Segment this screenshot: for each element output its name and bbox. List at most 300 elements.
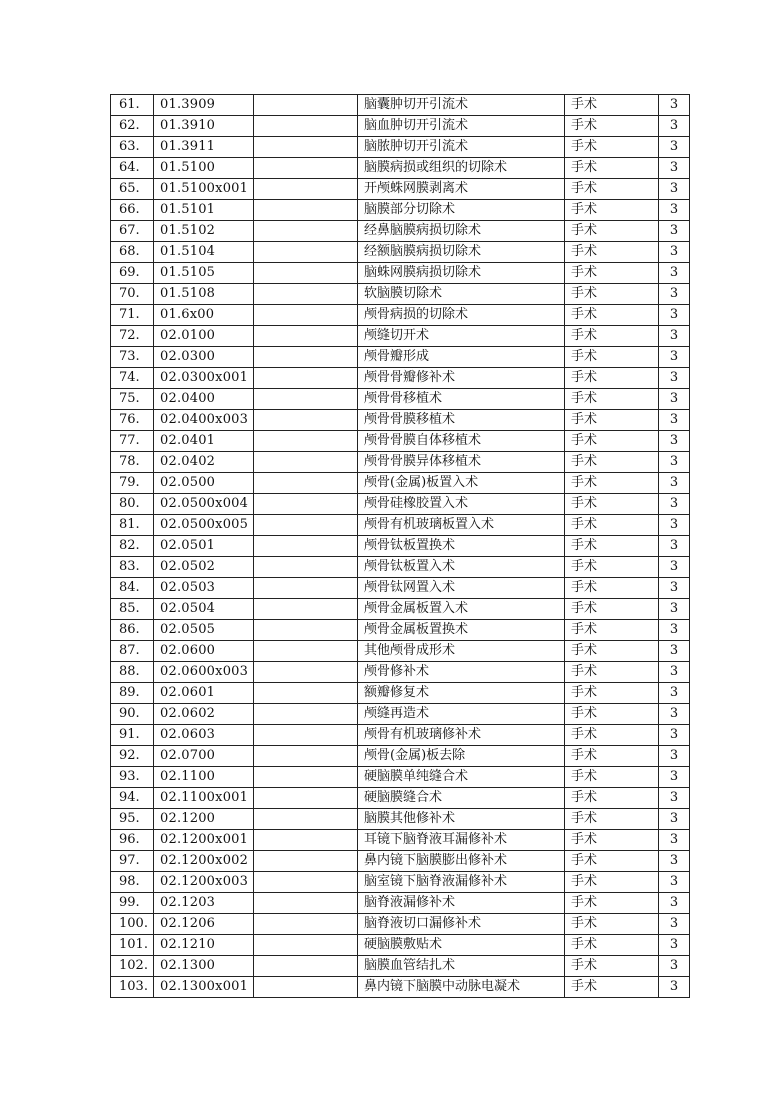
table-row bbox=[111, 179, 690, 200]
procedure-name-cell: 脑脊液漏修补术 bbox=[358, 893, 565, 914]
row-number-cell: 64. bbox=[111, 158, 154, 179]
level-cell: 3 bbox=[659, 242, 690, 263]
table-row bbox=[111, 368, 690, 389]
category-cell: 手术 bbox=[565, 662, 659, 683]
table-row bbox=[111, 599, 690, 620]
procedure-name-cell: 颅骨(金属)板去除 bbox=[358, 746, 565, 767]
procedure-name-cell: 脑膜血管结扎术 bbox=[358, 956, 565, 977]
level-cell: 3 bbox=[659, 641, 690, 662]
procedure-code-cell: 01.5105 bbox=[154, 263, 254, 284]
level-cell: 3 bbox=[659, 389, 690, 410]
level-cell: 3 bbox=[659, 977, 690, 998]
category-cell: 手术 bbox=[565, 200, 659, 221]
procedure-code-cell: 02.1300x001 bbox=[154, 977, 254, 998]
blank-cell bbox=[254, 788, 358, 809]
procedure-code-cell: 02.1100 bbox=[154, 767, 254, 788]
table-row bbox=[111, 200, 690, 221]
level-cell: 3 bbox=[659, 200, 690, 221]
blank-cell bbox=[254, 914, 358, 935]
category-cell: 手术 bbox=[565, 368, 659, 389]
procedure-name-cell: 鼻内镜下脑膜中动脉电凝术 bbox=[358, 977, 565, 998]
procedure-code-cell: 02.1100x001 bbox=[154, 788, 254, 809]
table-row bbox=[111, 704, 690, 725]
category-cell: 手术 bbox=[565, 725, 659, 746]
procedure-name-cell: 颅骨钛板置换术 bbox=[358, 536, 565, 557]
blank-cell bbox=[254, 410, 358, 431]
row-number-cell: 97. bbox=[111, 851, 154, 872]
category-cell: 手术 bbox=[565, 767, 659, 788]
row-number-cell: 78. bbox=[111, 452, 154, 473]
category-cell: 手术 bbox=[565, 410, 659, 431]
procedure-code-cell: 02.0500 bbox=[154, 473, 254, 494]
procedure-code-cell: 02.0502 bbox=[154, 557, 254, 578]
category-cell: 手术 bbox=[565, 641, 659, 662]
procedure-code-cell: 01.5100x001 bbox=[154, 179, 254, 200]
procedure-name-cell: 脑蛛网膜病损切除术 bbox=[358, 263, 565, 284]
procedure-name-cell: 经鼻脑膜病损切除术 bbox=[358, 221, 565, 242]
blank-cell bbox=[254, 452, 358, 473]
level-cell: 3 bbox=[659, 599, 690, 620]
procedure-name-cell: 颅骨骨膜异体移植术 bbox=[358, 452, 565, 473]
table-row bbox=[111, 95, 690, 116]
level-cell: 3 bbox=[659, 851, 690, 872]
category-cell: 手术 bbox=[565, 620, 659, 641]
level-cell: 3 bbox=[659, 935, 690, 956]
category-cell: 手术 bbox=[565, 536, 659, 557]
table-row bbox=[111, 578, 690, 599]
level-cell: 3 bbox=[659, 746, 690, 767]
category-cell: 手术 bbox=[565, 263, 659, 284]
blank-cell bbox=[254, 956, 358, 977]
table-row bbox=[111, 473, 690, 494]
blank-cell bbox=[254, 116, 358, 137]
procedure-name-cell: 颅骨瓣形成 bbox=[358, 347, 565, 368]
row-number-cell: 62. bbox=[111, 116, 154, 137]
blank-cell bbox=[254, 137, 358, 158]
table-row bbox=[111, 221, 690, 242]
category-cell: 手术 bbox=[565, 704, 659, 725]
procedure-name-cell: 颅骨病损的切除术 bbox=[358, 305, 565, 326]
table-row bbox=[111, 788, 690, 809]
row-number-cell: 79. bbox=[111, 473, 154, 494]
table-row bbox=[111, 830, 690, 851]
procedure-name-cell: 颅缝再造术 bbox=[358, 704, 565, 725]
row-number-cell: 103. bbox=[111, 977, 154, 998]
procedure-name-cell: 软脑膜切除术 bbox=[358, 284, 565, 305]
procedure-name-cell: 鼻内镜下脑膜膨出修补术 bbox=[358, 851, 565, 872]
table-row bbox=[111, 872, 690, 893]
procedure-name-cell: 脑血肿切开引流术 bbox=[358, 116, 565, 137]
row-number-cell: 65. bbox=[111, 179, 154, 200]
category-cell: 手术 bbox=[565, 746, 659, 767]
table-row bbox=[111, 683, 690, 704]
row-number-cell: 86. bbox=[111, 620, 154, 641]
procedure-name-cell: 脑膜部分切除术 bbox=[358, 200, 565, 221]
procedure-name-cell: 脑脊液切口漏修补术 bbox=[358, 914, 565, 935]
level-cell: 3 bbox=[659, 347, 690, 368]
table-row bbox=[111, 305, 690, 326]
procedure-name-cell: 颅骨(金属)板置入术 bbox=[358, 473, 565, 494]
blank-cell bbox=[254, 305, 358, 326]
procedure-code-cell: 02.0100 bbox=[154, 326, 254, 347]
procedure-code-cell: 02.0600 bbox=[154, 641, 254, 662]
level-cell: 3 bbox=[659, 683, 690, 704]
procedure-code-cell: 02.1200 bbox=[154, 809, 254, 830]
level-cell: 3 bbox=[659, 263, 690, 284]
category-cell: 手术 bbox=[565, 809, 659, 830]
procedure-name-cell: 颅骨骨瓣修补术 bbox=[358, 368, 565, 389]
category-cell: 手术 bbox=[565, 893, 659, 914]
procedure-code-cell: 02.0300 bbox=[154, 347, 254, 368]
row-number-cell: 92. bbox=[111, 746, 154, 767]
row-number-cell: 85. bbox=[111, 599, 154, 620]
procedure-name-cell: 颅缝切开术 bbox=[358, 326, 565, 347]
table-row bbox=[111, 389, 690, 410]
procedure-name-cell: 脑囊肿切开引流术 bbox=[358, 95, 565, 116]
level-cell: 3 bbox=[659, 95, 690, 116]
row-number-cell: 73. bbox=[111, 347, 154, 368]
procedure-name-cell: 硬脑膜敷贴术 bbox=[358, 935, 565, 956]
procedure-name-cell: 颅骨骨膜自体移植术 bbox=[358, 431, 565, 452]
row-number-cell: 61. bbox=[111, 95, 154, 116]
category-cell: 手术 bbox=[565, 284, 659, 305]
level-cell: 3 bbox=[659, 158, 690, 179]
category-cell: 手术 bbox=[565, 242, 659, 263]
level-cell: 3 bbox=[659, 788, 690, 809]
blank-cell bbox=[254, 809, 358, 830]
procedure-name-cell: 开颅蛛网膜剥离术 bbox=[358, 179, 565, 200]
table-row bbox=[111, 326, 690, 347]
procedure-code-cell: 01.3911 bbox=[154, 137, 254, 158]
category-cell: 手术 bbox=[565, 956, 659, 977]
procedure-code-cell: 01.5100 bbox=[154, 158, 254, 179]
blank-cell bbox=[254, 221, 358, 242]
row-number-cell: 71. bbox=[111, 305, 154, 326]
blank-cell bbox=[254, 200, 358, 221]
level-cell: 3 bbox=[659, 914, 690, 935]
procedure-code-cell: 02.0500x004 bbox=[154, 494, 254, 515]
procedure-name-cell: 其他颅骨成形术 bbox=[358, 641, 565, 662]
blank-cell bbox=[254, 935, 358, 956]
table-row bbox=[111, 116, 690, 137]
blank-cell bbox=[254, 851, 358, 872]
procedure-code-cell: 02.0603 bbox=[154, 725, 254, 746]
table-row bbox=[111, 494, 690, 515]
blank-cell bbox=[254, 389, 358, 410]
procedure-code-cell: 02.0504 bbox=[154, 599, 254, 620]
category-cell: 手术 bbox=[565, 977, 659, 998]
procedure-name-cell: 脑脓肿切开引流术 bbox=[358, 137, 565, 158]
table-row bbox=[111, 725, 690, 746]
procedure-name-cell: 颅骨金属板置换术 bbox=[358, 620, 565, 641]
category-cell: 手术 bbox=[565, 788, 659, 809]
level-cell: 3 bbox=[659, 830, 690, 851]
level-cell: 3 bbox=[659, 893, 690, 914]
level-cell: 3 bbox=[659, 578, 690, 599]
row-number-cell: 72. bbox=[111, 326, 154, 347]
row-number-cell: 75. bbox=[111, 389, 154, 410]
procedure-code-cell: 02.0602 bbox=[154, 704, 254, 725]
procedure-code-cell: 02.0503 bbox=[154, 578, 254, 599]
blank-cell bbox=[254, 179, 358, 200]
category-cell: 手术 bbox=[565, 95, 659, 116]
blank-cell bbox=[254, 284, 358, 305]
procedure-code-cell: 01.5104 bbox=[154, 242, 254, 263]
row-number-cell: 96. bbox=[111, 830, 154, 851]
procedure-code-cell: 02.1206 bbox=[154, 914, 254, 935]
table-row bbox=[111, 431, 690, 452]
blank-cell bbox=[254, 326, 358, 347]
row-number-cell: 68. bbox=[111, 242, 154, 263]
procedure-name-cell: 颅骨钛网置入术 bbox=[358, 578, 565, 599]
row-number-cell: 82. bbox=[111, 536, 154, 557]
table-row bbox=[111, 557, 690, 578]
row-number-cell: 94. bbox=[111, 788, 154, 809]
procedure-name-cell: 硬脑膜单纯缝合术 bbox=[358, 767, 565, 788]
blank-cell bbox=[254, 641, 358, 662]
blank-cell bbox=[254, 242, 358, 263]
table-row bbox=[111, 977, 690, 998]
row-number-cell: 91. bbox=[111, 725, 154, 746]
table-row bbox=[111, 662, 690, 683]
procedure-name-cell: 颅骨骨膜移植术 bbox=[358, 410, 565, 431]
blank-cell bbox=[254, 578, 358, 599]
category-cell: 手术 bbox=[565, 914, 659, 935]
category-cell: 手术 bbox=[565, 452, 659, 473]
row-number-cell: 101. bbox=[111, 935, 154, 956]
level-cell: 3 bbox=[659, 452, 690, 473]
row-number-cell: 77. bbox=[111, 431, 154, 452]
table-row bbox=[111, 410, 690, 431]
category-cell: 手术 bbox=[565, 473, 659, 494]
level-cell: 3 bbox=[659, 410, 690, 431]
row-number-cell: 99. bbox=[111, 893, 154, 914]
category-cell: 手术 bbox=[565, 494, 659, 515]
blank-cell bbox=[254, 767, 358, 788]
category-cell: 手术 bbox=[565, 431, 659, 452]
level-cell: 3 bbox=[659, 431, 690, 452]
procedure-code-cell: 01.5101 bbox=[154, 200, 254, 221]
category-cell: 手术 bbox=[565, 578, 659, 599]
row-number-cell: 83. bbox=[111, 557, 154, 578]
row-number-cell: 84. bbox=[111, 578, 154, 599]
blank-cell bbox=[254, 977, 358, 998]
table-row bbox=[111, 347, 690, 368]
procedure-code-cell: 02.1300 bbox=[154, 956, 254, 977]
level-cell: 3 bbox=[659, 662, 690, 683]
blank-cell bbox=[254, 830, 358, 851]
table-row bbox=[111, 452, 690, 473]
category-cell: 手术 bbox=[565, 158, 659, 179]
row-number-cell: 93. bbox=[111, 767, 154, 788]
category-cell: 手术 bbox=[565, 683, 659, 704]
procedure-code-cell: 02.1200x002 bbox=[154, 851, 254, 872]
level-cell: 3 bbox=[659, 494, 690, 515]
category-cell: 手术 bbox=[565, 557, 659, 578]
category-cell: 手术 bbox=[565, 599, 659, 620]
level-cell: 3 bbox=[659, 767, 690, 788]
procedure-code-cell: 02.1210 bbox=[154, 935, 254, 956]
procedure-name-cell: 颅骨钛板置入术 bbox=[358, 557, 565, 578]
category-cell: 手术 bbox=[565, 137, 659, 158]
table-row bbox=[111, 746, 690, 767]
procedure-code-cell: 02.0501 bbox=[154, 536, 254, 557]
level-cell: 3 bbox=[659, 557, 690, 578]
table-row bbox=[111, 851, 690, 872]
row-number-cell: 95. bbox=[111, 809, 154, 830]
blank-cell bbox=[254, 746, 358, 767]
row-number-cell: 90. bbox=[111, 704, 154, 725]
table-row bbox=[111, 242, 690, 263]
row-number-cell: 100. bbox=[111, 914, 154, 935]
procedure-name-cell: 脑膜其他修补术 bbox=[358, 809, 565, 830]
row-number-cell: 87. bbox=[111, 641, 154, 662]
procedure-code-cell: 01.6x00 bbox=[154, 305, 254, 326]
row-number-cell: 89. bbox=[111, 683, 154, 704]
blank-cell bbox=[254, 368, 358, 389]
level-cell: 3 bbox=[659, 809, 690, 830]
level-cell: 3 bbox=[659, 179, 690, 200]
procedure-name-cell: 脑室镜下脑脊液漏修补术 bbox=[358, 872, 565, 893]
blank-cell bbox=[254, 431, 358, 452]
table-row bbox=[111, 935, 690, 956]
blank-cell bbox=[254, 704, 358, 725]
blank-cell bbox=[254, 347, 358, 368]
table-row bbox=[111, 158, 690, 179]
category-cell: 手术 bbox=[565, 179, 659, 200]
procedure-code-cell: 02.0500x005 bbox=[154, 515, 254, 536]
procedure-code-cell: 02.0300x001 bbox=[154, 368, 254, 389]
category-cell: 手术 bbox=[565, 515, 659, 536]
blank-cell bbox=[254, 620, 358, 641]
procedure-code-cell: 02.0700 bbox=[154, 746, 254, 767]
level-cell: 3 bbox=[659, 704, 690, 725]
table-row bbox=[111, 956, 690, 977]
table-row bbox=[111, 641, 690, 662]
procedure-table bbox=[110, 94, 690, 998]
procedure-code-cell: 02.0401 bbox=[154, 431, 254, 452]
procedure-code-cell: 02.0600x003 bbox=[154, 662, 254, 683]
table-row bbox=[111, 620, 690, 641]
level-cell: 3 bbox=[659, 326, 690, 347]
procedure-code-cell: 01.5102 bbox=[154, 221, 254, 242]
table-row bbox=[111, 137, 690, 158]
procedure-code-cell: 02.0400 bbox=[154, 389, 254, 410]
row-number-cell: 80. bbox=[111, 494, 154, 515]
procedure-code-cell: 02.1200x001 bbox=[154, 830, 254, 851]
table-row bbox=[111, 515, 690, 536]
table-row bbox=[111, 767, 690, 788]
table-row bbox=[111, 536, 690, 557]
blank-cell bbox=[254, 893, 358, 914]
level-cell: 3 bbox=[659, 116, 690, 137]
row-number-cell: 66. bbox=[111, 200, 154, 221]
blank-cell bbox=[254, 536, 358, 557]
row-number-cell: 81. bbox=[111, 515, 154, 536]
row-number-cell: 69. bbox=[111, 263, 154, 284]
category-cell: 手术 bbox=[565, 221, 659, 242]
procedure-name-cell: 经额脑膜病损切除术 bbox=[358, 242, 565, 263]
category-cell: 手术 bbox=[565, 830, 659, 851]
procedure-code-cell: 01.5108 bbox=[154, 284, 254, 305]
blank-cell bbox=[254, 599, 358, 620]
blank-cell bbox=[254, 515, 358, 536]
procedure-name-cell: 脑膜病损或组织的切除术 bbox=[358, 158, 565, 179]
level-cell: 3 bbox=[659, 368, 690, 389]
category-cell: 手术 bbox=[565, 305, 659, 326]
row-number-cell: 70. bbox=[111, 284, 154, 305]
procedure-name-cell: 颅骨骨移植术 bbox=[358, 389, 565, 410]
row-number-cell: 63. bbox=[111, 137, 154, 158]
category-cell: 手术 bbox=[565, 347, 659, 368]
row-number-cell: 74. bbox=[111, 368, 154, 389]
procedure-code-cell: 02.0402 bbox=[154, 452, 254, 473]
procedure-name-cell: 颅骨金属板置入术 bbox=[358, 599, 565, 620]
category-cell: 手术 bbox=[565, 389, 659, 410]
table-body bbox=[111, 95, 690, 998]
procedure-name-cell: 耳镜下脑脊液耳漏修补术 bbox=[358, 830, 565, 851]
level-cell: 3 bbox=[659, 137, 690, 158]
table-row bbox=[111, 284, 690, 305]
level-cell: 3 bbox=[659, 221, 690, 242]
category-cell: 手术 bbox=[565, 326, 659, 347]
category-cell: 手术 bbox=[565, 116, 659, 137]
table-row bbox=[111, 893, 690, 914]
level-cell: 3 bbox=[659, 536, 690, 557]
procedure-name-cell: 颅骨修补术 bbox=[358, 662, 565, 683]
category-cell: 手术 bbox=[565, 851, 659, 872]
table-row bbox=[111, 809, 690, 830]
level-cell: 3 bbox=[659, 956, 690, 977]
level-cell: 3 bbox=[659, 725, 690, 746]
level-cell: 3 bbox=[659, 515, 690, 536]
table-row bbox=[111, 914, 690, 935]
row-number-cell: 102. bbox=[111, 956, 154, 977]
blank-cell bbox=[254, 494, 358, 515]
level-cell: 3 bbox=[659, 872, 690, 893]
procedure-code-cell: 02.0505 bbox=[154, 620, 254, 641]
blank-cell bbox=[254, 872, 358, 893]
procedure-code-cell: 02.1203 bbox=[154, 893, 254, 914]
procedure-name-cell: 颅骨有机玻璃修补术 bbox=[358, 725, 565, 746]
procedure-code-cell: 01.3909 bbox=[154, 95, 254, 116]
level-cell: 3 bbox=[659, 620, 690, 641]
blank-cell bbox=[254, 725, 358, 746]
row-number-cell: 67. bbox=[111, 221, 154, 242]
level-cell: 3 bbox=[659, 305, 690, 326]
blank-cell bbox=[254, 683, 358, 704]
level-cell: 3 bbox=[659, 284, 690, 305]
blank-cell bbox=[254, 158, 358, 179]
procedure-name-cell: 颅骨有机玻璃板置入术 bbox=[358, 515, 565, 536]
procedure-code-cell: 01.3910 bbox=[154, 116, 254, 137]
row-number-cell: 98. bbox=[111, 872, 154, 893]
level-cell: 3 bbox=[659, 473, 690, 494]
procedure-code-cell: 02.1200x003 bbox=[154, 872, 254, 893]
category-cell: 手术 bbox=[565, 872, 659, 893]
blank-cell bbox=[254, 473, 358, 494]
row-number-cell: 76. bbox=[111, 410, 154, 431]
procedure-name-cell: 额瓣修复术 bbox=[358, 683, 565, 704]
procedure-code-cell: 02.0400x003 bbox=[154, 410, 254, 431]
blank-cell bbox=[254, 263, 358, 284]
procedure-name-cell: 颅骨硅橡胶置入术 bbox=[358, 494, 565, 515]
blank-cell bbox=[254, 95, 358, 116]
blank-cell bbox=[254, 662, 358, 683]
procedure-name-cell: 硬脑膜缝合术 bbox=[358, 788, 565, 809]
row-number-cell: 88. bbox=[111, 662, 154, 683]
category-cell: 手术 bbox=[565, 935, 659, 956]
